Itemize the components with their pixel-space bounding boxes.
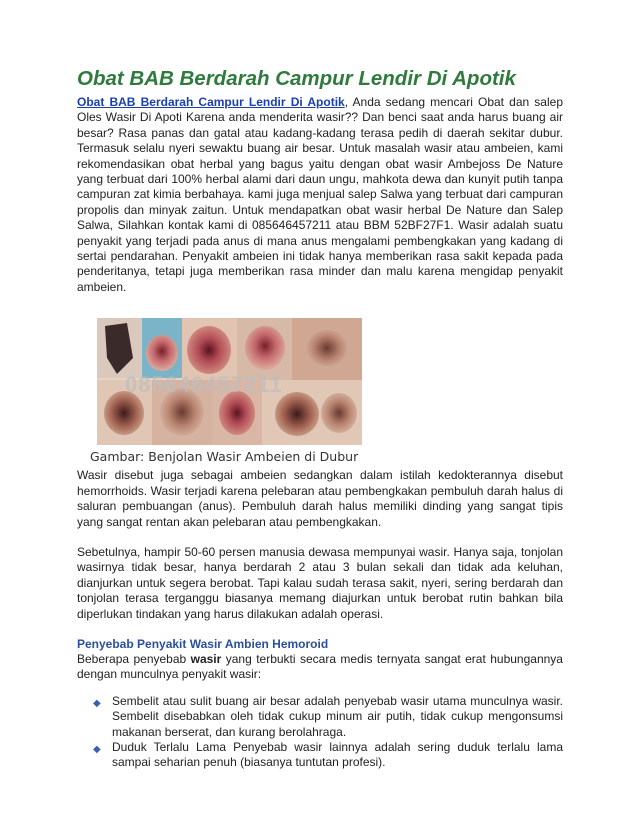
article — [77, 66, 563, 771]
title-link[interactable]: Obat BAB Berdarah Campur Lendir Di Apotik — [77, 95, 345, 109]
paragraph-definition: Wasir disebut juga sebagai ambeien sedangkan dalam istilah kedokterannya disebut hemorrhoids. Wasir terjadi karena pelebaran atau pembengkakan pembuluh darah halus di saluran pembuangan (anus). Pembuluh darah halus memiliki dinding yang sangat tipis yang sangat rentan akan pelebaran atau pembengkakan. — [77, 468, 563, 529]
intro-paragraph — [77, 95, 563, 295]
page-title: Obat BAB Berdarah Campur Lendir Di Apotik — [77, 67, 516, 90]
section-intro — [77, 652, 563, 683]
list-item — [93, 693, 563, 740]
list-item — [93, 739, 563, 771]
list-item-text: Duduk Terlalu Lama Penyebab wasir lainnya adalah sering duduk terlalu lama sampai seharian penuh (biasanya tuntutan profesi). — [112, 739, 563, 770]
list-item-text: Sembelit atau sulit buang air besar adalah penyebab wasir utama munculnya wasir. Sembelit disebabkan oleh tidak cukup minum air putih, tidak cukup mengonsumsi makanan berserat, dan kurang berolahraga. — [112, 693, 563, 739]
section-intro-after: yang terbukti secara medis ternyata sangat erat hubungannya dengan munculnya penyakit wasir: — [77, 651, 563, 682]
bullet-icon: ◆ — [93, 743, 101, 755]
keyword-wasir: wasir — [190, 651, 222, 666]
causes-list — [77, 694, 563, 771]
hemorrhoid-photo-collage — [97, 318, 362, 445]
section-heading: Penyebab Penyakit Wasir Ambien Hemoroid — [77, 636, 329, 651]
paragraph-prevalence: Sebetulnya, hampir 50-60 persen manusia dewasa mempunyai wasir. Hanya saja, tonjolan wasirnya tidak besar, hanya berdarah 2 atau 3 bulan sekali dan tidak ada keluhan, dianjurkan untuk segera berobat. Tapi kalau sudah terasa sakit, nyeri, sering berdarah dan tonjolan terasa terganggu biasanya memang diajurkan untuk berobat rutin bahkan bila diperlukan tindakan yang harus dilakukan adalah operasi. — [77, 544, 563, 621]
image-caption: Gambar: Benjolan Wasir Ambeien di Dubur — [90, 449, 359, 465]
intro-text: , Anda sedang mencari Obat dan salep Oles Wasir Di Apoti Karena anda menderita wasir?? Dan benci saat anda harus buang air besar? Rasa panas dan gatal atau kadang-kadang terasa pedih di daerah sekitar dubur. Termasuk selalu nyeri sewaktu buang air besar. Untuk masalah wasir atau ambeien, kami rekomendasikan obat herbal yang bagus yaitu dengan obat wasir Ambejoss De Nature yang terbuat dari 100% herbal alami dari daun ungu, mahkota dewa dan kunyit putih tanpa campuran zat kimia berbahaya. kami juga menjual salep Salwa yang terbuat dari campuran propolis dan minyak zaitun. Untuk mendapatkan obat wasir herbal De Nature dan Salep Salwa, Silahkan kontak kami di 085646457211 atau BBM 52BF27F1. Wasir adalah suatu penyakit yang terjadi pada anus di mana anus mengalami pembengkakan yang kadang di sertai pendarahan. Penyakit ambeien ini tidak hanya memberikan rasa sakit kepada pada penderitanya, tetapi juga memberikan rasa minder dan malu karena mengidap penyakit ambeien. — [77, 95, 563, 294]
section-intro-before: Beberapa penyebab — [77, 651, 191, 666]
phone-watermark: 085646457211 — [125, 372, 283, 398]
bullet-icon: ◆ — [93, 697, 101, 709]
